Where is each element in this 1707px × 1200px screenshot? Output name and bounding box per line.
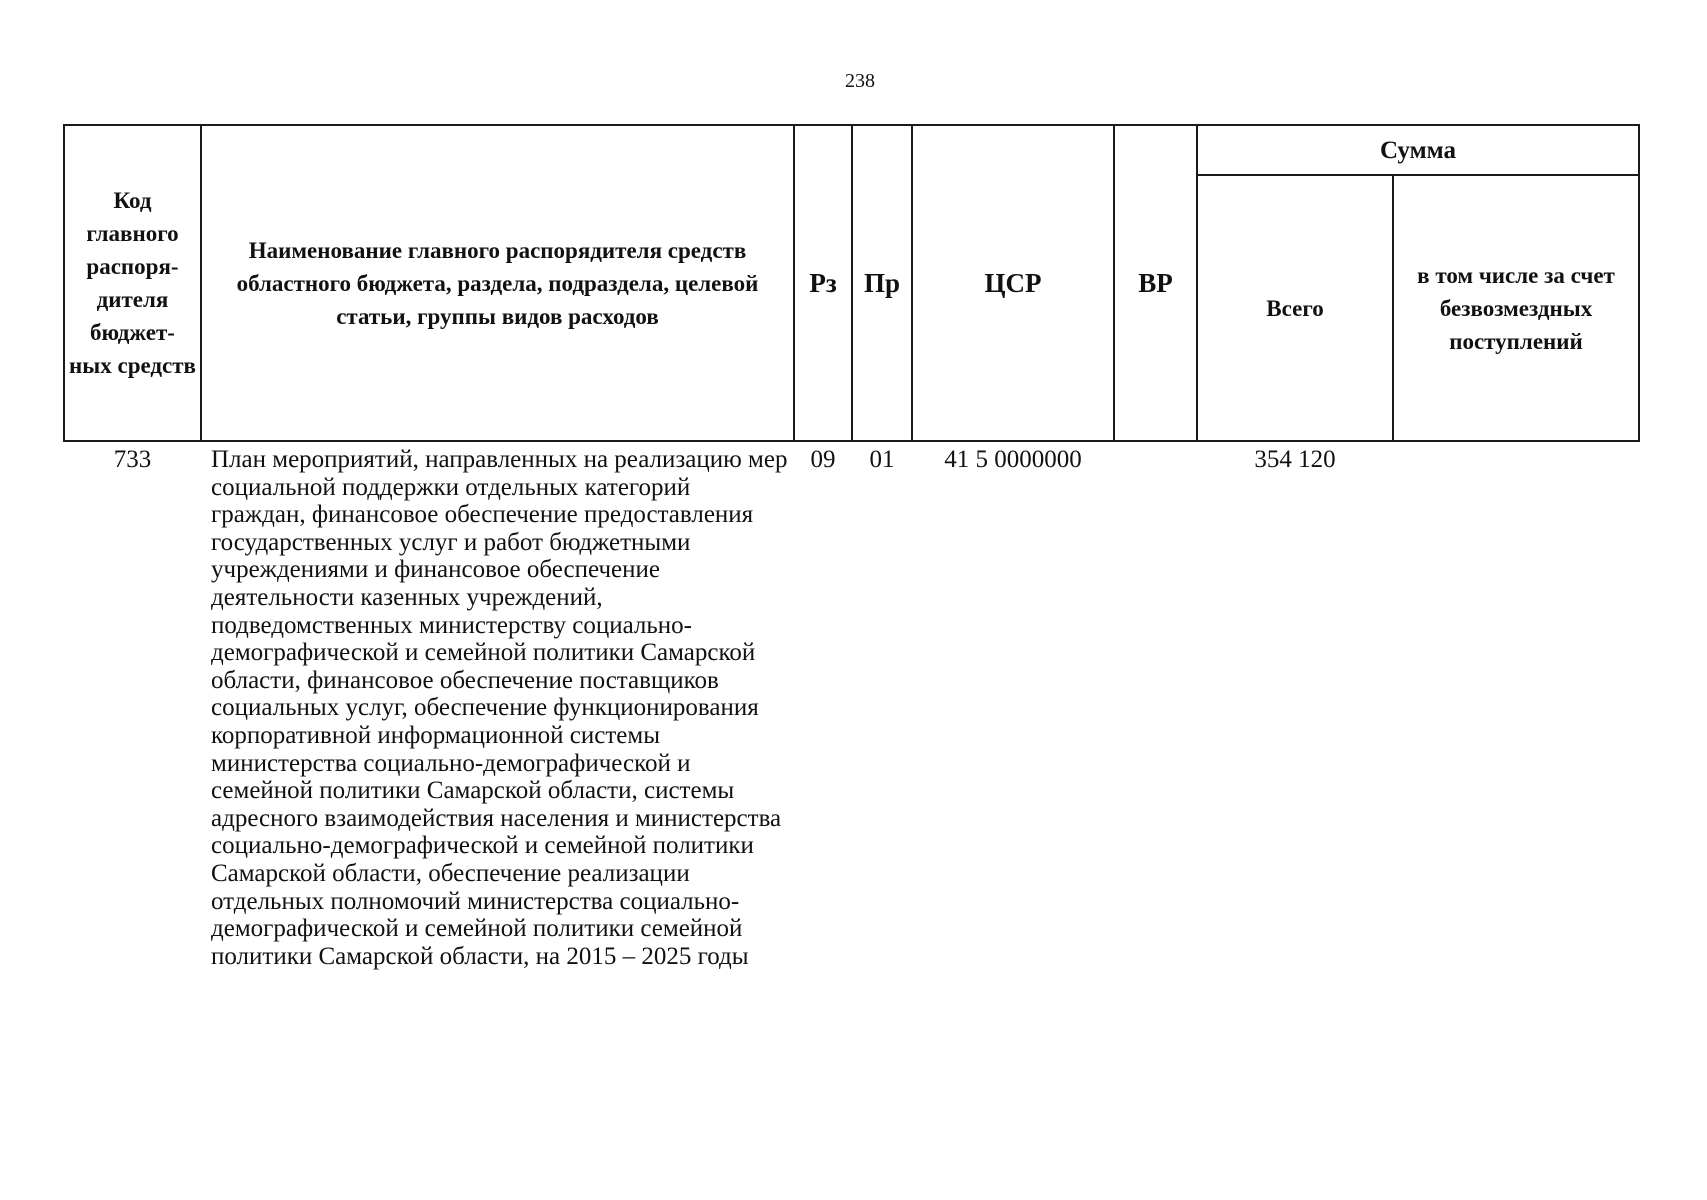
cell-rz: 09 xyxy=(810,446,836,473)
header-pr: Пр xyxy=(852,125,912,441)
cell-code: 733 xyxy=(113,446,152,473)
cell-name: План мероприятий, направленных на реализацию мер социальной поддержки отдельных категорий граждан, финансовое обеспечение предоставления государственных услуг и работ бюджетными учреждениями и финансовое обеспечение деятельности казенных учреждений, подведомственных министерству социально-демографической и семейной политики Самарской области, финансовое обеспечение поставщиков социальных услуг, обеспечение функционирования корпоративной информационной системы министерства социально-демографической и семейной политики Самарской области, системы адресного взаимодействия населения и министерства социально-демографической и семейной политики Самарской области, обеспечение реализации отдельных полномочий министерства социально-демографической и семейной политики семейной политики Самарской области, на 2015 – 2025 годы xyxy=(211,446,788,970)
header-csr: ЦСР xyxy=(912,125,1114,441)
cell-total: 354 120 xyxy=(1254,446,1336,473)
header-name: Наименование главного распорядителя средств областного бюджета, раздела, подраздела, целевой статьи, группы видов расходов xyxy=(201,125,794,441)
header-rz: Рз xyxy=(794,125,852,441)
cell-pr: 01 xyxy=(869,446,895,473)
cell-gratuitous xyxy=(1393,441,1639,970)
header-total: Всего xyxy=(1197,175,1393,441)
header-code: Код главного распоря- дителя бюджет- ных средств xyxy=(64,125,201,441)
cell-vr xyxy=(1114,441,1197,970)
budget-table xyxy=(63,124,1640,970)
header-gratuitous: в том числе за счет безвозмездных поступлений xyxy=(1393,175,1639,441)
table-row xyxy=(64,441,1639,970)
header-vr: ВР xyxy=(1114,125,1197,441)
header-summa: Сумма xyxy=(1197,125,1639,175)
cell-csr: 41 5 0000000 xyxy=(944,446,1082,473)
page-number: 238 xyxy=(845,70,875,92)
